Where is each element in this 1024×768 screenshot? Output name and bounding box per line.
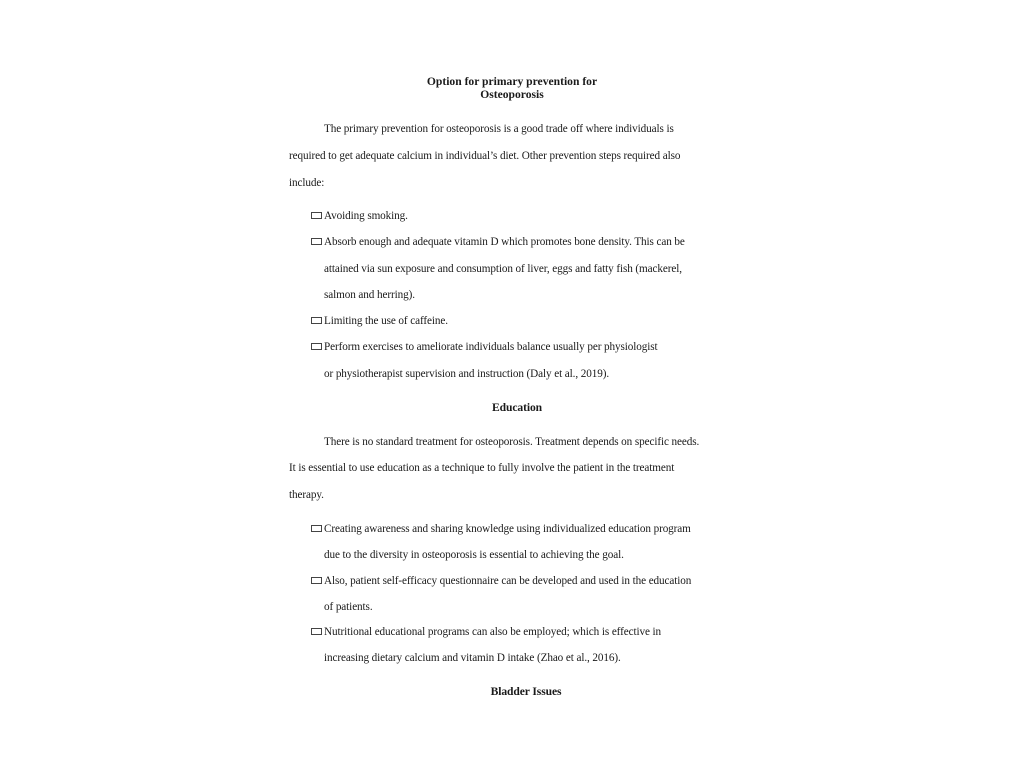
bullet-text: due to the diversity in osteoporosis is essential to achieving the goal. <box>324 549 624 561</box>
paragraph-line: required to get adequate calcium in individual’s diet. Other prevention steps required also <box>289 150 681 162</box>
paragraph-line: therapy. <box>289 489 324 501</box>
bullet-text: Perform exercises to ameliorate individuals balance usually per physiologist <box>324 341 658 353</box>
document-title-line-2: Osteoporosis <box>480 88 544 101</box>
bullet-text: salmon and herring). <box>324 289 415 301</box>
section-heading-bladder-issues: Bladder Issues <box>490 685 562 698</box>
bullet-text: attained via sun exposure and consumption of liver, eggs and fatty fish (mackerel, <box>324 263 682 275</box>
bullet-text: Creating awareness and sharing knowledge using individualized education program <box>324 523 691 535</box>
paragraph-line: There is no standard treatment for osteoporosis. Treatment depends on specific needs. <box>324 436 700 448</box>
section-heading-education: Education <box>492 401 542 414</box>
bullet-box-icon <box>311 212 322 219</box>
bullet-text: Avoiding smoking. <box>324 210 408 222</box>
bullet-box-icon <box>311 343 322 350</box>
bullet-box-icon <box>311 577 322 584</box>
bullet-text: Absorb enough and adequate vitamin D which promotes bone density. This can be <box>324 236 685 248</box>
paragraph-line: It is essential to use education as a technique to fully involve the patient in the treatment <box>289 462 675 474</box>
paragraph-line: The primary prevention for osteoporosis is a good trade off where individuals is <box>324 123 674 135</box>
bullet-box-icon <box>311 317 322 324</box>
bullet-text: of patients. <box>324 601 373 613</box>
bullet-text: Limiting the use of caffeine. <box>324 315 448 327</box>
bullet-text: or physiotherapist supervision and instruction (Daly et al., 2019). <box>324 368 610 380</box>
document-title-line-1: Option for primary prevention for <box>426 75 598 88</box>
paragraph-line: include: <box>289 177 325 189</box>
bullet-box-icon <box>311 628 322 635</box>
bullet-box-icon <box>311 525 322 532</box>
bullet-text: Nutritional educational programs can also be employed; which is effective in <box>324 626 662 638</box>
bullet-text: increasing dietary calcium and vitamin D intake (Zhao et al., 2016). <box>324 652 621 664</box>
bullet-box-icon <box>311 238 322 245</box>
bullet-text: Also, patient self-efficacy questionnaire can be developed and used in the education <box>324 575 692 587</box>
